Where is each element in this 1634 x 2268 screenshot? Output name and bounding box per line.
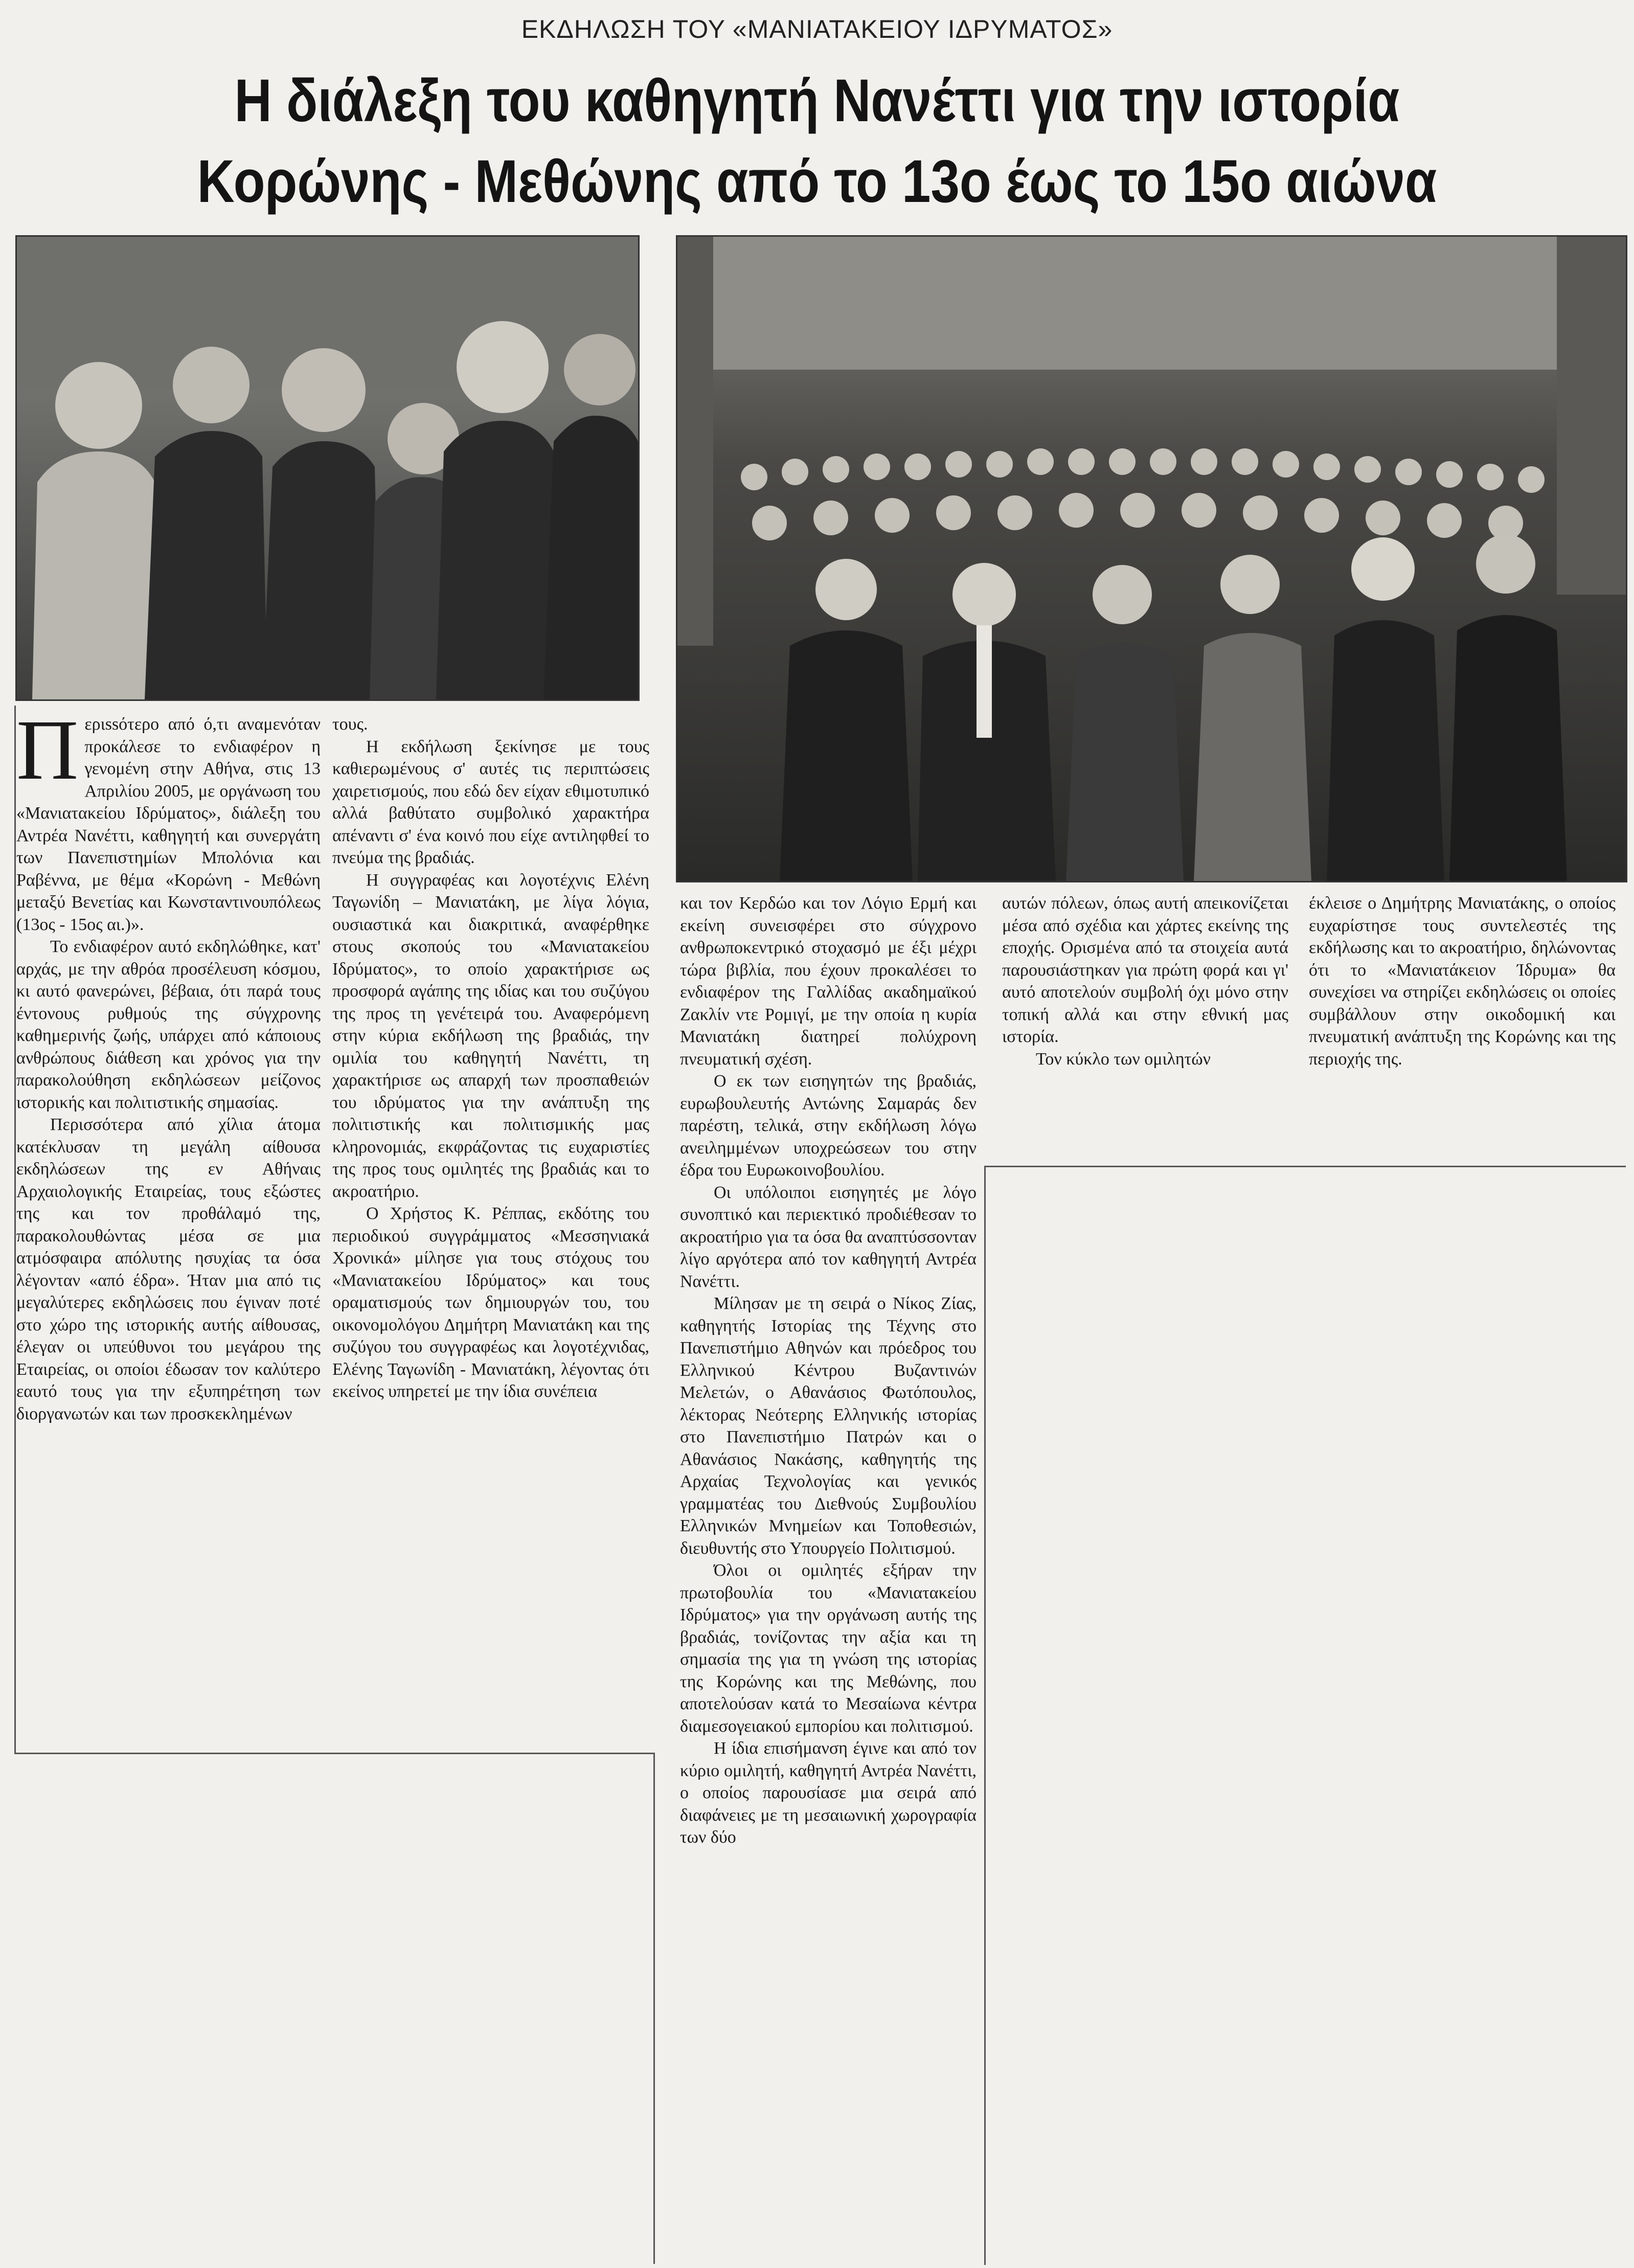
paragraph: Μίλησαν με τη σειρά ο Νίκος Ζίας, καθηγητής Ιστορίας της Τέχνης στο Πανεπιστήμιο Αθηνών και πρόεδρος του Ελληνικού Κέντρου Βυζαντινών Μελετών, ο Αθανάσιος Φωτόπουλος, λέκτορας Νεότερης Ελληνικής ιστορίας στο Πανεπιστήμιο Πατρών και ο Αθανάσιος Νακάσης, καθηγητής της Αρχαίας Τεχνολογίας και γενικός γραμματέας του Διεθνούς Συμβουλίου Ελληνικών Μνημείων και Τοποθεσιών, διευθυντής στο Υπουργείο Πολιτισμού. <box>680 1294 977 1558</box>
clipping-border-step <box>984 1166 1626 1167</box>
article-column-2 <box>332 713 649 1403</box>
paragraph: Η ίδια επισήμανση έγινε και από τον κύριο ομιλητή, καθηγητή Αντρέα Νανέττι, ο οποίος παρουσίασε μια σειρά από διαφάνειες με τη μεσαιωνική χωρογραφία των δύο <box>680 1739 977 1847</box>
paragraph: Ο Χρήστος Κ. Ρέππας, εκδότης του περιοδικού συγγράμματος «Μεσσηνιακά Χρονικά» μίλησε για τους στόχους του «Μανιατακείου Ιδρύματος» και τους οραματισμούς των δημιουργών του, του οικονομολόγου Δημήτρη Μανιατάκη και της συζύγου του συγγραφέως και λογοτέχνιδας, Ελένης Ταγωνίδη - Μανιατάκη, λέγοντας ότι εκείνος υπηρετεί με την ίδια συνέπεια <box>332 1204 649 1401</box>
clipping-border-bottom-left <box>14 1753 653 1754</box>
paragraph: και τον Κερδώο και τον Λόγιο Ερμή και εκείνη συνεισφέρει στο σύγχρονο ανθρωποκεντρικό στοχασμό με έξι μέχρι τώρα βιβλία, που έχουν προκαλέσει το ενδιαφέρον της Γαλλίδας ακαδημαϊκού Ζακλίν ντε Ρομιγί, με την οποία η κυρία Μανιατάκη διατηρεί πολύχρονη πνευματική σχέση. <box>680 894 977 1069</box>
paragraph: Τον κύκλο των ομιλητών <box>1036 1049 1211 1069</box>
paragraph: τους. <box>332 715 368 734</box>
article-column-4 <box>1002 892 1288 1070</box>
article-kicker: ΕΚΔΗΛΩΣΗ ΤΟΥ «ΜΑΝΙΑΤΑΚΕΙΟΥ ΙΔΡΥΜΑΤΟΣ» <box>521 15 1113 43</box>
paragraph: Περιssότερο από ό,τι αναμενόταν προκάλεσε το ενδιαφέρον η γενομένη στην Αθήνα, στις 13 Απριλίου 2005, με οργάνωση του «Μανιατακείου Ιδρύματος», διάλεξη του Αντρέα Νανέττι, καθηγητή και συνεργάτη των Πανεπιστημίων Μπολόνια και Ραβέννα, με θέμα «Κορώνη - Μεθώνη μεταξύ Βενετίας και Κωνσταντινουπόλεως (13ος - 15ος αι.)». <box>16 702 321 934</box>
paragraph: Περισσότερα από χίλια άτομα κατέκλυσαν τη μεγάλη αίθουσα εκδηλώσεων της εν Αθήναις Αρχαιολογικής Εταιρείας, τους εξώστες της και τον προθάλαμό της, παρακολουθώντας μέσα σε μια ατμόσφαιρα απόλυτης ησυχίας τα όσα λέγονταν «από έδρα». Ήταν μια από τις μεγαλύτερες εκδηλώσεις που έγιναν ποτέ στο χώρο της ιστορικής αυτής αίθουσας, έλεγαν οι υπεύθυνοι του μεγάρου της Εταιρείας, οι οποίοι έδωσαν τον καλύτερο εαυτό τους για την εξυπηρέτηση των διοργανωτών και των προσκεκλημένων <box>16 1115 321 1423</box>
photo-audience <box>676 235 1627 882</box>
article-column-1 <box>16 702 321 1425</box>
photo-audience-image <box>677 237 1626 881</box>
paragraph: Η εκδήλωση ξεκίνησε με τους καθιερωμένους σ' αυτές τις περιπτώσεις χαιρετισμούς, που εδώ δεν είχαν εθιμοτυπικό αλλά βαθύτατο συμβολικό χαρακτήρα απέναντι σ' ένα κοινό που είχε αντιληφθεί το πνεύμα της βραδιάς. <box>332 737 649 867</box>
paragraph: Όλοι οι ομιλητές εξήραν την πρωτοβουλία του «Μανιατακείου Ιδρύματος» για την οργάνωση αυτής της βραδιάς, τονίζοντας την αξία και τη σημασία της για τη γνώση της ιστορίας της Κορώνης και της Μεθώνης, που αποτελούσαν κατά το Μεσαίωνα κέντρα διαμεσογειακού εμπορίου και πολιτισμού. <box>680 1561 977 1736</box>
paragraph: Ο εκ των εισηγητών της βραδιάς, ευρωβουλευτής Αντώνης Σαμαράς δεν παρέστη, τελικά, στην εκδήλωση λόγω ανειλημμένων υποχρεώσεων του στην έδρα του Ευρωκοινοβουλίου. <box>680 1072 977 1180</box>
paragraph: Η συγγραφέας και λογοτέχνις Ελένη Ταγωνίδη – Μανιατάκη, με λίγα λόγια, ουσιαστικά και διακριτικά, αναφέρθηκε στους σκοπούς του «Μανιατακείου Ιδρύματος», το οποίο χαρακτήρισε ως προσφορά αγάπης της ιδίας και του συζύγου της προς τη γενέτειρά του. Αναφερόμενη στην κύρια εκδήλωση της βραδιάς, την ομιλία του καθηγητή Νανέττι, τη χαρακτήρισε ως απαρχή των προσπαθειών του ιδρύματος για την ανάπτυξη της πολιτιστικής και πολιτισμικής μας κληρονομιάς, εκφράζοντας τις ευχαριστίες της προς τους ομιλητές της βραδιάς και το ακροατήριο. <box>332 870 649 1201</box>
clipping-border-middle <box>653 1753 655 2264</box>
photo-speakers-image <box>17 237 638 699</box>
clipping-border-left <box>14 706 16 1754</box>
article-column-3 <box>680 892 977 1849</box>
drop-cap: Π <box>16 702 79 798</box>
headline-line-2: Κορώνης - Μεθώνης από το 13ο έως το 15ο αιώνα <box>197 148 1437 215</box>
article-column-5 <box>1309 892 1616 1070</box>
clipping-border-right <box>984 1166 986 2265</box>
paragraph: αυτών πόλεων, όπως αυτή απεικονίζεται μέσα από σχέδια και χάρτες εκείνης της εποχής. Ορισμένα από τα στοιχεία αυτά παρουσιάστηκαν για πρώτη φορά και γι' αυτό αποτελούν συμβολή όχι μόνο στην τοπική αλλά και στην εθνική μας ιστορία. <box>1002 894 1288 1046</box>
paragraph: Το ενδιαφέρον αυτό εκδηλώθηκε, κατ' αρχάς, με την αθρόα προσέλευση κόσμου, κι αυτό φανερώνει, βέβαια, ότι παρά τους έντονους ρυθμούς της σύγχρονης καθημερινής ζωής, υπάρχει από κάποιους ανθρώπους διάθεση και χρόνος για την παρακολούθηση εκδηλώσεων μείζονος ιστορικής και πολιτιστικής σημασίας. <box>16 937 321 1112</box>
headline-line-1: Η διάλεξη του καθηγητή Νανέττι για την ιστορία <box>234 67 1400 134</box>
article-headline <box>176 60 1458 222</box>
paragraph: Οι υπόλοιποι εισηγητές με λόγο συνοπτικό και περιεκτικό προδιέθεσαν το ακροατήριο για τα όσα θα αναπτύσσονταν λίγο αργότερα από τον καθηγητή Αντρέα Νανέττι. <box>680 1183 977 1291</box>
photo-speakers-group <box>15 235 640 701</box>
paragraph: έκλεισε ο Δημήτρης Μανιατάκης, ο οποίος ευχαρίστησε τους συντελεστές της εκδήλωσης και το ακροατήριο, δηλώνοντας ότι το «Μανιατάκειον Ίδρυμα» θα συνεχίσει να στηρίζει εκδηλώσεις οι οποίες συμβάλλουν στην οικοδομική και πνευματική ανάπτυξη της Κορώνης και της περιοχής της. <box>1309 894 1616 1069</box>
